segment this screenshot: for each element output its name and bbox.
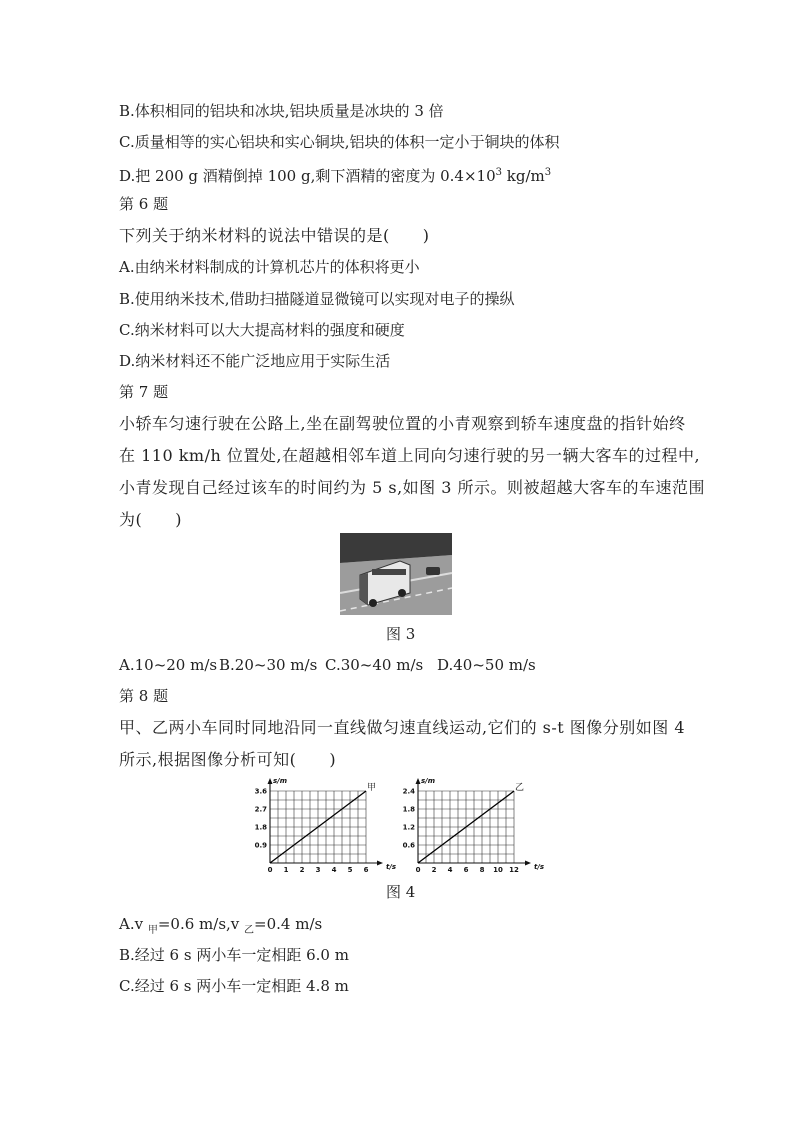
unit-text: kg/m	[502, 167, 545, 185]
x-axis-label: t/s	[386, 863, 397, 871]
y-tick-label: 3.6	[254, 787, 267, 796]
x-tick-label: 2	[431, 866, 437, 874]
x-tick-label: 3	[315, 866, 321, 874]
figure-3-photo	[340, 533, 452, 615]
question-7-option-a: A.10~20 m/s	[119, 656, 218, 674]
y-axis-arrow	[416, 778, 421, 784]
option-a-middle: =0.6 m/s,v	[157, 915, 245, 933]
question-8-option-b: B.经过 6 s 两小车一定相距 6.0 m	[119, 946, 349, 964]
option-a-suffix: =0.4 m/s	[254, 915, 323, 933]
x-tick-label: 4	[447, 866, 453, 874]
x-tick-label: 6	[363, 866, 369, 874]
question-6-option-b: B.使用纳米技术,借助扫描隧道显微镜可以实现对电子的操纵	[119, 290, 515, 308]
option-a-prefix: A.v	[119, 915, 148, 933]
exponent: 3	[495, 167, 502, 178]
question-7-stem-2: 在 110 km/h 位置处,在超越相邻车道上同向匀速行驶的另一辆大客车的过程中,	[119, 446, 701, 465]
figure-4-caption: 图 4	[386, 883, 416, 901]
x-tick-label: 1	[283, 866, 289, 874]
option-c-line: C.质量相等的实心铝块和实心铜块,铝块的体积一定小于铜块的体积	[119, 133, 560, 151]
question-7-label: 第 7 题	[119, 383, 169, 401]
question-7-options	[119, 655, 536, 675]
x-tick-label: 2	[299, 866, 305, 874]
x-tick-label: 8	[479, 866, 485, 874]
y-axis-label: s/m	[421, 777, 436, 785]
x-tick-label: 5	[347, 866, 353, 874]
question-7-option-d: D.40~50 m/s	[437, 656, 536, 674]
option-d-line	[119, 163, 551, 186]
series-name-label: 甲	[367, 783, 377, 793]
question-8-stem-2: 所示,根据图像分析可知( )	[119, 750, 337, 769]
question-6-option-d: D.纳米材料还不能广泛地应用于实际生活	[119, 352, 391, 370]
x-tick-label: 0	[415, 866, 421, 874]
y-tick-label: 2.4	[402, 787, 415, 796]
question-7-stem-1: 小轿车匀速行驶在公路上,坐在副驾驶位置的小青观察到轿车速度盘的指针始终	[119, 414, 686, 433]
series-name-label: 乙	[515, 783, 525, 793]
x-tick-label: 12	[509, 866, 519, 874]
question-8-option-a	[119, 914, 322, 941]
y-tick-label: 2.7	[254, 805, 267, 814]
question-7-stem-3: 小青发现自己经过该车的时间约为 5 s,如图 3 所示。则被超越大客车的车速范围	[119, 478, 706, 497]
question-6-option-a: A.由纳米材料制成的计算机芯片的体积将更小	[119, 258, 420, 276]
question-6-stem: 下列关于纳米材料的说法中错误的是( )	[119, 226, 430, 245]
subscript-jia: 甲	[147, 925, 158, 936]
question-6-option-c: C.纳米材料可以大大提高材料的强度和硬度	[119, 321, 405, 339]
y-tick-label: 0.9	[254, 841, 267, 850]
figure-3-caption: 图 3	[386, 625, 416, 643]
x-axis-arrow	[377, 861, 383, 866]
x-axis-label: t/s	[534, 863, 545, 871]
question-6-label: 第 6 题	[119, 195, 169, 213]
question-7-option-b: B.20~30 m/s	[219, 656, 318, 674]
graph-jia	[242, 777, 412, 875]
x-tick-label: 4	[331, 866, 337, 874]
y-tick-label: 1.8	[402, 805, 415, 814]
question-7-option-c: C.30~40 m/s	[325, 656, 424, 674]
x-tick-label: 6	[463, 866, 469, 874]
y-tick-label: 1.2	[402, 823, 415, 832]
graph-yi	[390, 777, 560, 875]
y-tick-label: 0.6	[402, 841, 415, 850]
y-tick-label: 1.8	[254, 823, 267, 832]
option-d-text: D.把 200 g 酒精倒掉 100 g,剩下酒精的密度为 0.4×10	[119, 167, 496, 185]
x-axis-arrow	[525, 861, 531, 866]
y-axis-label: s/m	[273, 777, 288, 785]
question-7-stem-4: 为( )	[119, 510, 182, 529]
x-tick-label: 10	[493, 866, 503, 874]
y-axis-arrow	[268, 778, 273, 784]
unit-exponent: 3	[544, 167, 552, 178]
x-tick-label: 0	[267, 866, 273, 874]
subscript-yi: 乙	[244, 925, 255, 936]
option-b-line: B.体积相同的铝块和冰块,铝块质量是冰块的 3 倍	[119, 102, 444, 120]
question-8-stem-1: 甲、乙两小车同时同地沿同一直线做匀速直线运动,它们的 s-t 图像分别如图 4	[119, 718, 686, 737]
question-8-label: 第 8 题	[119, 687, 169, 705]
question-8-option-c: C.经过 6 s 两小车一定相距 4.8 m	[119, 977, 349, 995]
